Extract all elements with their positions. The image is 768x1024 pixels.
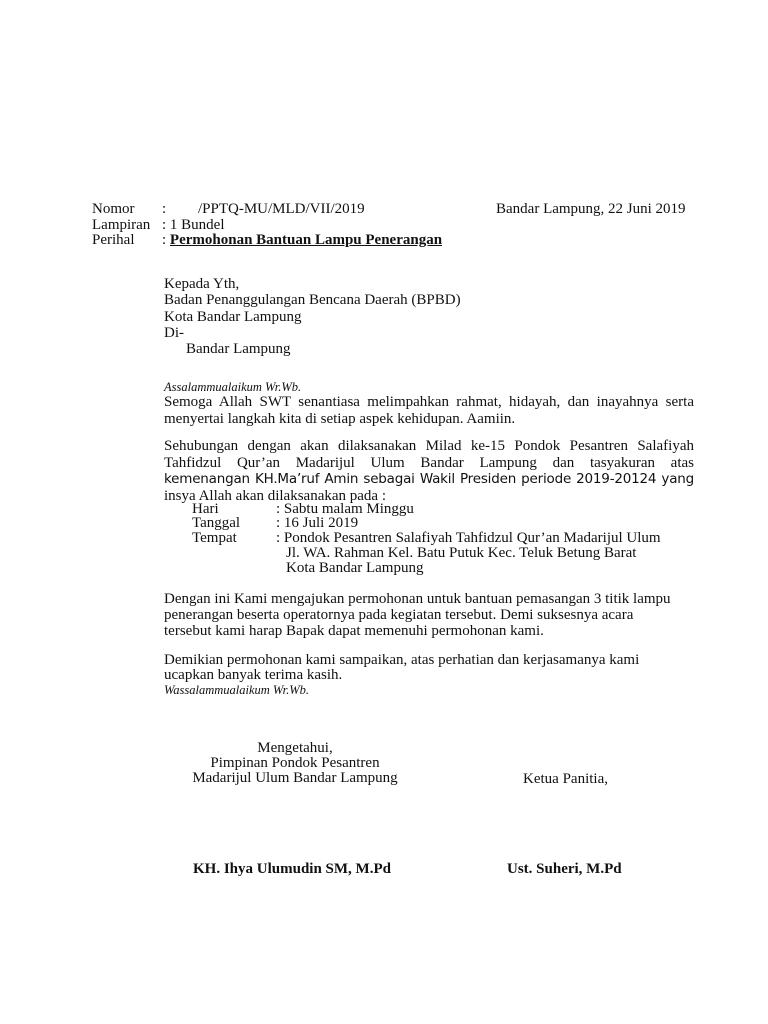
- paragraph-2: [164, 438, 694, 504]
- paragraph-1-line: Semoga Allah SWT senantiasa melimpahkan rahmat, hidayah, dan inayahnya serta: [164, 394, 694, 410]
- paragraph-2-line: kemenangan KH.Ma’ruf Amin sebagai Wakil Presiden periode 2019-20124 yang: [164, 471, 694, 487]
- hari-label: Hari: [192, 501, 219, 517]
- tanggal-label: Tanggal: [192, 515, 241, 531]
- recipient-line3: Di-: [164, 325, 184, 341]
- salam-open: Assalammualaikum Wr.Wb.: [164, 380, 302, 394]
- recipient-greeting: Kepada Yth,: [164, 276, 240, 292]
- lampiran-value: 1 Bundel: [169, 217, 225, 233]
- paragraph-1-line: menyertai langkah kita di setiap aspek kehidupan. Aamiin.: [164, 410, 516, 427]
- sign-right-name: Ust. Suheri, M.Pd: [507, 861, 622, 877]
- sign-left-name: KH. Ihya Ulumudin SM, M.Pd: [193, 861, 391, 877]
- recipient-line4: Bandar Lampung: [186, 341, 291, 357]
- recipient-line1: Badan Penanggulangan Bencana Daerah (BPBD): [164, 292, 461, 308]
- sign-right-title: Ketua Panitia,: [523, 771, 608, 787]
- perihal-row: [92, 232, 442, 249]
- tempat-value-3: Kota Bandar Lampung: [286, 560, 424, 576]
- nomor-label: Nomor: [92, 201, 135, 217]
- sign-left-line3: Madarijul Ulum Bandar Lampung: [192, 770, 398, 786]
- paragraph-2-line: Sehubungan dengan akan dilaksanakan Milad ke-15 Pondok Pesantren Salafiyah: [164, 438, 694, 454]
- lampiran-label: Lampiran: [92, 217, 151, 233]
- nomor-colon: :: [162, 201, 167, 217]
- tempat-label: Tempat: [192, 530, 237, 546]
- place-date: Bandar Lampung, 22 Juni 2019: [496, 201, 686, 217]
- paragraph-3-line-1: Dengan ini Kami mengajukan permohonan untuk bantuan pemasangan 3 titik lampu: [164, 591, 671, 607]
- hari-value: : Sabtu malam Minggu: [276, 501, 414, 517]
- sign-left-line1: Mengetahui,: [257, 740, 333, 756]
- paragraph-3-line-2: penerangan beserta operatornya pada kegiatan tersebut. Demi suksesnya acara: [164, 607, 634, 623]
- perihal-colon: :: [162, 232, 167, 248]
- nomor-row: [92, 201, 365, 218]
- tempat-value-2: Jl. WA. Rahman Kel. Batu Putuk Kec. Teluk Betung Barat: [286, 545, 637, 561]
- paragraph-1: [164, 394, 694, 427]
- perihal-label: Perihal: [92, 232, 135, 248]
- paragraph-4-line-1: Demikian permohonan kami sampaikan, atas perhatian dan kerjasamanya kami: [164, 652, 640, 668]
- perihal-value: Permohonan Bantuan Lampu Penerangan: [169, 232, 443, 248]
- paragraph-2-line: Tahfidzul Qur’an Madarijul Ulum Bandar Lampung dan tasyakuran atas: [164, 454, 694, 471]
- lampiran-colon: :: [162, 217, 167, 233]
- nomor-value: /PPTQ-MU/MLD/VII/2019: [198, 201, 365, 217]
- paragraph-3-line-3: tersebut kami harap Bapak dapat memenuhi permohonan kami.: [164, 623, 544, 639]
- recipient-line2: Kota Bandar Lampung: [164, 309, 302, 325]
- tempat-value-1: : Pondok Pesantren Salafiyah Tahfidzul Qur’an Madarijul Ulum: [276, 530, 661, 546]
- sign-left-line2: Pimpinan Pondok Pesantren: [210, 755, 380, 771]
- salam-close: Wassalammualaikum Wr.Wb.: [164, 683, 310, 697]
- tanggal-value: : 16 Juli 2019: [276, 515, 359, 531]
- paragraph-4-line-2: ucapkan banyak terima kasih.: [164, 667, 343, 683]
- paragraph-2-line: insya Allah akan dilaksanakan pada :: [164, 487, 387, 504]
